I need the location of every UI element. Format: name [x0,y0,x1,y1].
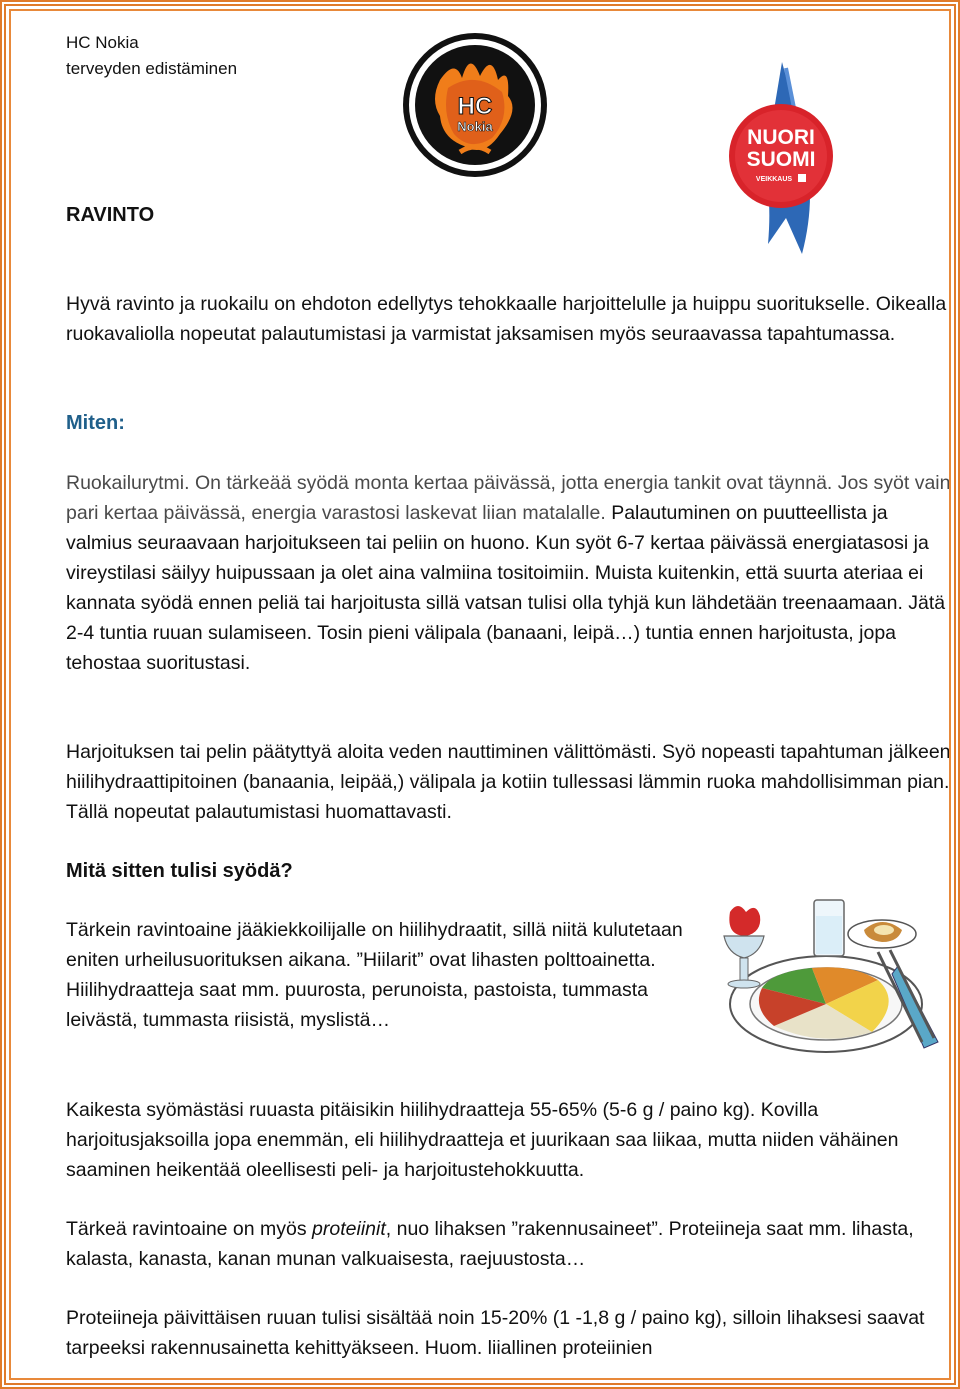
organization-header [66,30,237,82]
what-to-eat-heading: Mitä sitten tulisi syödä? [66,860,293,882]
svg-text:NUORI: NUORI [747,126,815,149]
org-unit: terveyden edistäminen [66,59,238,78]
svg-text:VEIKKAUS: VEIKKAUS [755,176,793,183]
org-name: HC Nokia [66,33,139,52]
protein-amount-paragraph: Proteiineja päivittäisen ruuan tulisi sisältää noin 15-20% (1 -1,8 g / paino kg), silloin lihaksesi saavat tarpeeksi rakennusainetta kehittyäkseen. Huom. liiallinen proteiinien [66,1307,925,1359]
intro-paragraph: Hyvä ravinto ja ruokailu on ehdoton edellytys tehokkaalle harjoittelulle ja huippu suoritukselle. Oikealla ruokavaliolla nopeutat palautumistasi ja varmistat jaksamisen myös seuraavassa tapahtumassa. [66,293,947,345]
meal-rhythm-paragraph [66,468,956,678]
document-title: RAVINTO [66,204,155,226]
meal-rhythm-rest: Palautuminen on puutteellista ja valmius seuraavaan harjoitukseen tai peliin on huono. Kun syöt 6-7 kertaa päivässä energiatasosi ja vireystilasi säilyy huipussaan ja olet aina valmiina tositoimiin. Muista kuitenkin, että suurta ateriaa ei kannata syödä ennen peliä tai harjoitusta sillä vatsan tulisi olla tyhjä kun lähdetään treenaamaan. Jätä 2-4 tuntia ruuan sulamiseen. Tosin pieni välipala (banaani, leipä…) tuntia ennen harjoitusta, jopa tehostaa suoritustasi. [66,502,946,674]
hc-nokia-logo [400,30,550,180]
svg-text:HC: HC [457,93,493,120]
protein-term: proteiinit [312,1218,386,1240]
carbohydrates-paragraph: Tärkein ravintoaine jääkiekkoilijalle on hiilihydraatit, sillä niitä kulutetaan eniten urheilusuorituksen aikana. ”Hiilarit” ovat lihasten polttoainetta. Hiilihydraatteja saat mm. puurosta, perunoista, pastoista, tummasta leivästä, tummasta riisistä, myslistä… [66,919,683,1031]
svg-text:Nokia: Nokia [457,119,493,134]
protein-description: , nuo lihaksen ”rakennusaineet”. Proteiineja saat mm. lihasta, kalasta, kanasta, kanan munan valkuaisesta, raejuustosta… [66,1218,914,1270]
protein-intro: Tärkeä ravintoaine on myös [66,1218,313,1240]
meal-plate-illustration [702,892,942,1064]
svg-text:SUOMI: SUOMI [746,148,816,171]
protein-paragraph [66,1214,956,1274]
meal-rhythm-intro: Ruokailurytmi. On tärkeää syödä monta kertaa päivässä, jotta energia tankit ovat täynnä. Jos syöt vain pari kertaa päivässä, energia varastosi laskevat liian matalalle. [66,472,951,524]
how-heading: Miten: [66,412,125,434]
after-training-paragraph: Harjoituksen tai pelin päätyttyä aloita veden nauttiminen välittömästi. Syö nopeasti tapahtuman jälkeen hiilihydraattipitoinen (banaania, leipää,) välipala ja kotiin tullessasi lämmin ruoka mahdollisimman pian. Tällä nopeutat palautumistasi huomattavasti. [66,741,951,823]
carbohydrate-amount-paragraph: Kaikesta syömästäsi ruuasta pitäisikin hiilihydraatteja 55-65% (5-6 g / paino kg). Kovilla harjoitusjaksoilla jopa enemmän, eli hiilihydraatteja et juurikaan saa liikaa, mutta niiden vähäinen saaminen heikentää oleellisesti peli- ja harjoitustehokkuutta. [66,1099,899,1181]
